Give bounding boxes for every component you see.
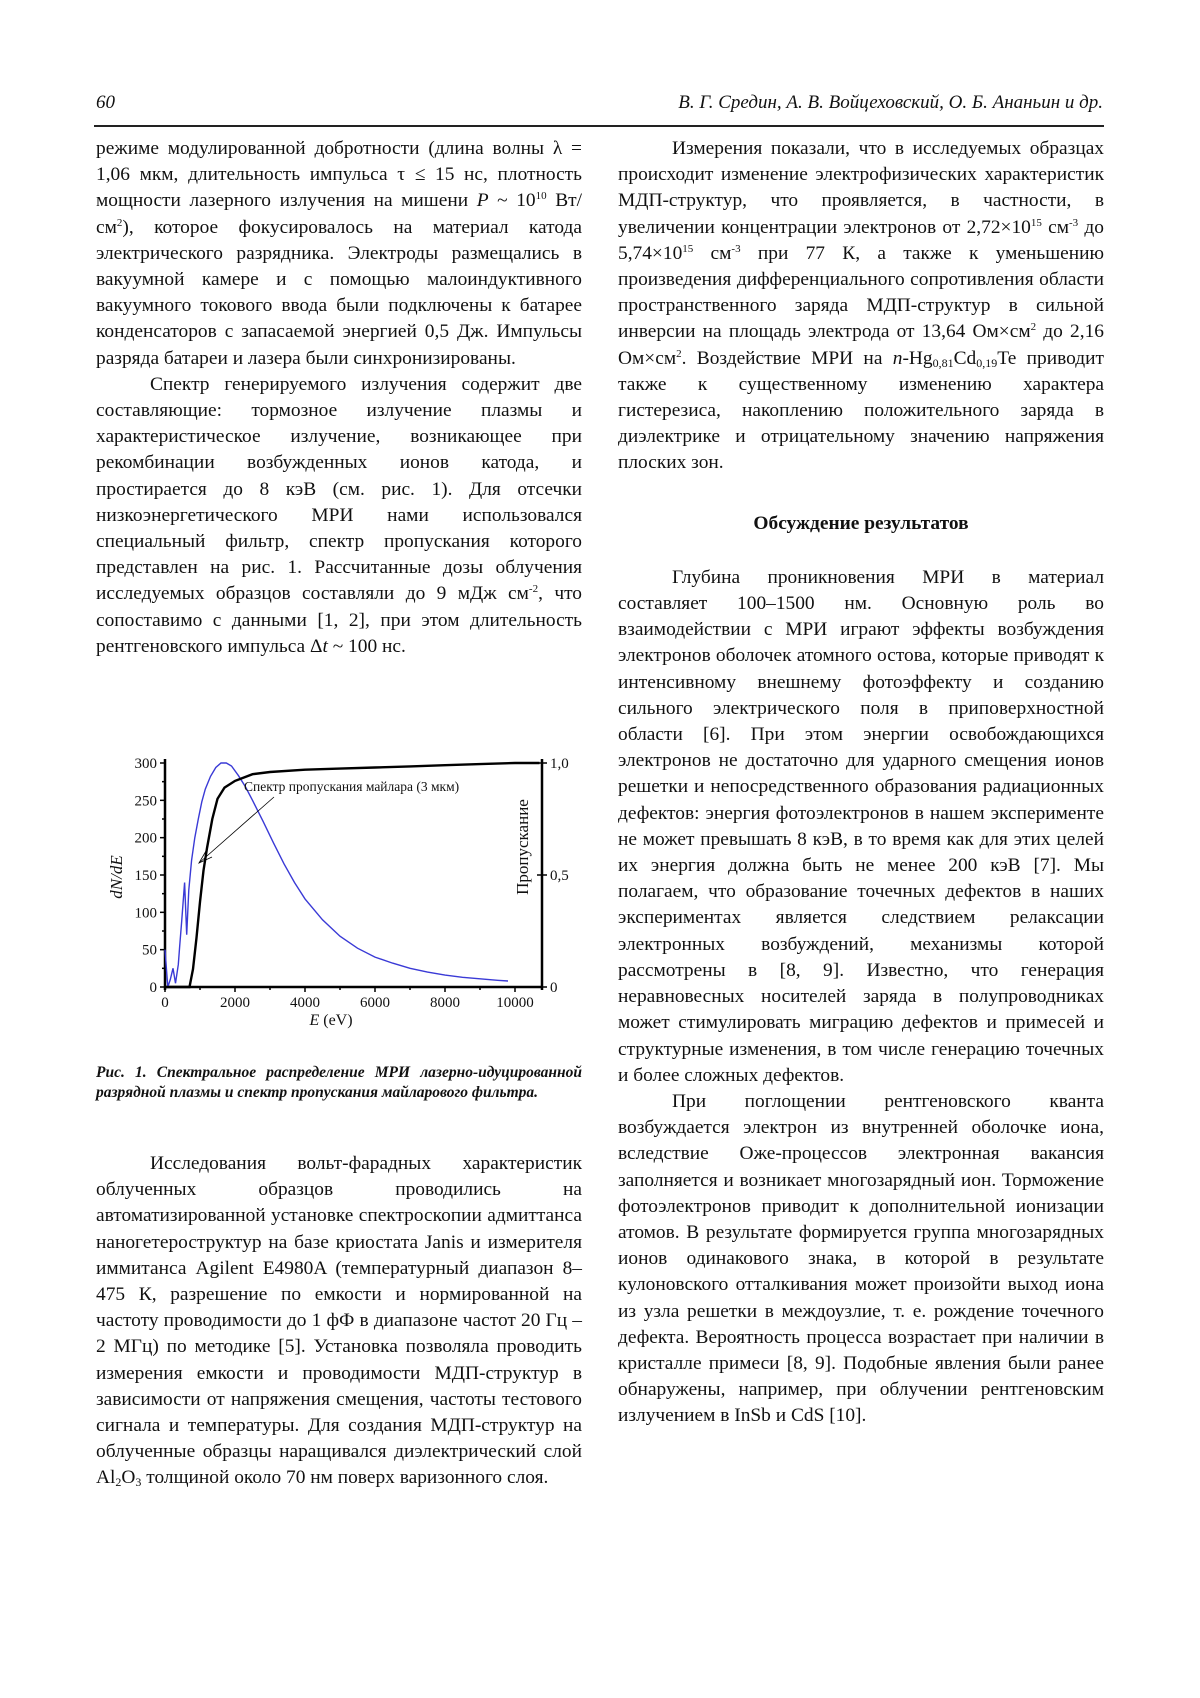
left-column bbox=[96, 136, 582, 660]
section-title: Обсуждение результатов bbox=[753, 512, 969, 534]
svg-text:0: 0 bbox=[550, 980, 558, 996]
svg-text:50: 50 bbox=[142, 942, 157, 959]
right-column bbox=[618, 136, 1104, 1430]
page-number: 60 bbox=[96, 92, 115, 113]
svg-text:0: 0 bbox=[161, 995, 169, 1011]
page-header bbox=[96, 92, 1103, 118]
paragraph: При поглощении рентгеновского кванта возбуждается электрон из внутренней оболочке иона, вследствие Оже-процессов электронная вакансия заполняется и возникает многозарядный ион. Торможение фотоэлектронов приводит к дополнительной ионизации атомов. В результате формируется группа многозарядных ионов одинакового знака, в которой в результате кулоновского отталкивания может произойти выход иона из узла решетки в междоузлие, т. е. рождение точечного дефекта. Вероятность процесса возрастает при наличии в кристалле примеси [8, 9]. Подобные явления были ранее обнаружены, например, при облучении рентгеновским излучением в InSb и CdS [10]. bbox=[618, 1090, 1104, 1427]
spectrum-chart-svg bbox=[96, 745, 582, 1045]
paragraph: Спектр генерируемого излучения содержит две составляющие: тормозное излучение плазмы и характеристическое излучение, возникающее при рекомбинации возбужденных ионов катода, и простирается до 8 кэВ (см. рис. 1). Для отсечки низкоэнергетического МРИ нами использовался специальный фильтр, спектр пропускания которого представлен на рис. 1. Рассчитанные дозы облучения исследуемых образцов составляли до 9 мДж $см^{-2}$, что сопоставимо с данными [1, 2], при этом длительность рентгеновского импульса Δt ~ 100 нс. bbox=[96, 373, 582, 657]
svg-text:8000: 8000 bbox=[430, 995, 460, 1011]
svg-text:Пропускание: Пропускание bbox=[513, 799, 532, 895]
left-column-lower bbox=[96, 1151, 582, 1492]
figure-1-chart bbox=[96, 745, 582, 1045]
paragraph: Измерения показали, что в исследуемых образцах происходит изменение электрофизических характеристик МДП-структур, что проявляется, в частности, в увеличении концентрации электронов от $2,72\times 10^{15}$ $см^{-3}$ до $5,74\times 10^{15}$ $см^{-3}$ при 77 К, а также к уменьшению произведения дифференциального сопротивления области пространственного заряда МДП-структур в сильной инверсии на площадь электрода от 13,64 $Ом\times см^2$ до 2,16 $Ом\times см^2$. Воздействие МРИ на $n-Hg_{0,81}Cd_{0,19}Te$ приводит также к существенному изменению характера гистерезиса, накоплению положительного заряда в диэлектрике и отрицательному значению напряжения плоских зон. bbox=[618, 138, 1104, 474]
svg-text:4000: 4000 bbox=[290, 995, 320, 1011]
svg-text:1,0: 1,0 bbox=[550, 756, 569, 772]
svg-text:150: 150 bbox=[134, 868, 157, 884]
paragraph: Исследования вольт-фарадных характеристик облученных образцов проводились на автоматизированной установке спектроскопии адмиттанса наногетероструктур на базе криостата Janis и измерителя иммитанса Agilent E4980A (температурный диапазон 8–475 К, разрешение по емкости и нормированной на частоту проводимости до 1 фФ в диапазоне частот 20 Гц – 2 МГц) по методике [5]. Установка позволяла проводить измерения емкости и проводимости МДП-структур в зависимости от напряжения смещения, частоты тестового сигнала и температуры. Для создания МДП-структур на облученные образцы наращивался диэлектрический слой $Al_2O_3$ толщиной около 70 нм поверх варизонного слоя. bbox=[96, 1153, 582, 1490]
header-rule bbox=[94, 125, 1104, 127]
svg-text:300: 300 bbox=[134, 756, 157, 772]
svg-text:Спектр пропускания майлара (3: Спектр пропускания майлара (3 мкм) bbox=[244, 779, 460, 794]
svg-text:100: 100 bbox=[134, 905, 157, 922]
svg-text:E (eV): E (eV) bbox=[309, 1012, 353, 1029]
svg-text:200: 200 bbox=[134, 830, 157, 847]
paragraph: режиме модулированной добротности (длина волны λ = 1,06 мкм, длительность импульса τ ≤ 15 нс, плотность мощности лазерного излучения на мишени P ~ $10^{10}$ $Вт/см^2$), которое фокусировалось на материал катода электрического разрядника. Электроды размещались в вакуумной камере и с помощью малоиндуктивного вакуумного токового ввода были подключены к батарее конденсаторов с запасаемой энергией 0,5 Дж. Импульсы разряда батареи и лазера были синхронизированы. bbox=[96, 138, 582, 369]
svg-text:0: 0 bbox=[149, 980, 157, 996]
running-head: В. Г. Средин, А. В. Войцеховский, О. Б. Ананьин и др. bbox=[678, 92, 1103, 113]
svg-text:6000: 6000 bbox=[360, 995, 390, 1011]
svg-text:250: 250 bbox=[134, 793, 157, 810]
svg-text:dN/dE: dN/dE bbox=[107, 855, 126, 899]
figure-caption: Рис. 1. Спектральное распределение МРИ лазерно-идуцированной разрядной плазмы и спектр пропускания майларового фильтра. bbox=[96, 1064, 582, 1101]
paragraph: Глубина проникновения МРИ в материал составляет 100–1500 нм. Основную роль во взаимодействии с МРИ играют эффекты возбуждения электронов оболочек атомного остова, которые приводят к интенсивному внешнему фотоэффекту и созданию сильного электрического поля в приповерхностной области [6]. При этом энергии освобождающихся электронов не достаточно для ударного смещения ионов решетки и непосредственного образования радиационных дефектов: энергия фотоэлектронов в нашем эксперименте не может превышать 8 кэВ, в то время как для этих целей их энергия должна быть не менее 200 кэВ [7]. Мы полагаем, что образование точечных дефектов в наших экспериментах является следствием релаксации электронных возбуждений, механизмы которой рассмотрены в [8, 9]. Известно, что генерация неравновесных носителей заряда в полупроводниках может стимулировать миграцию дефектов и примесей и структурные изменения, в том числе генерацию точечных и более сложных дефектов. bbox=[618, 566, 1104, 1086]
svg-text:10000: 10000 bbox=[496, 995, 534, 1011]
svg-text:0,5: 0,5 bbox=[550, 868, 569, 884]
svg-text:2000: 2000 bbox=[220, 995, 250, 1011]
